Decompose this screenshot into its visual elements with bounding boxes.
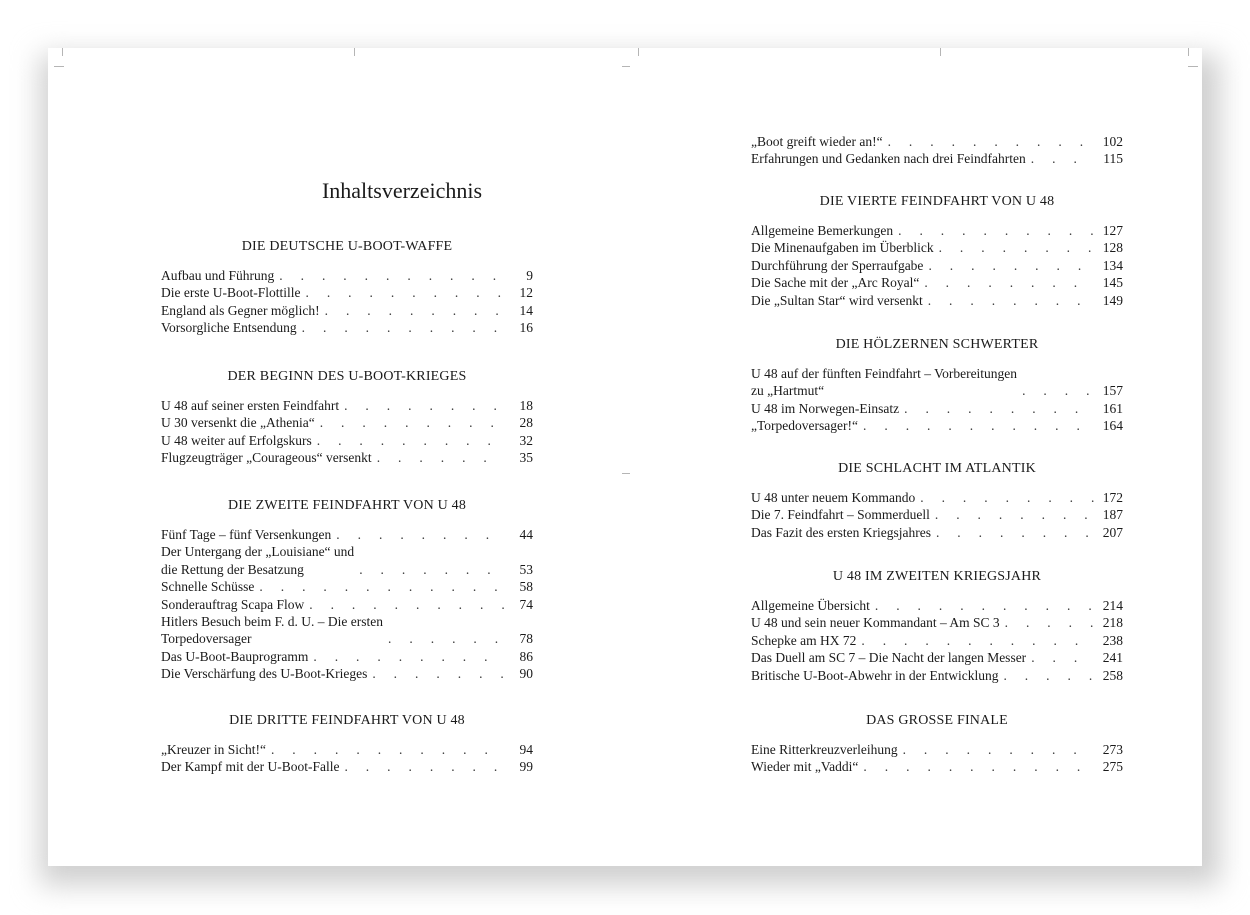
dot-leader: [1005, 614, 1095, 631]
toc-entry: [161, 302, 533, 319]
dot-leader: [388, 630, 505, 647]
entry-page: 273: [1102, 742, 1123, 757]
toc-section: [751, 460, 1123, 541]
entry-title: U 48 auf seiner ersten Feindfahrt: [161, 398, 340, 413]
entry-title: Erfahrungen und Gedanken nach drei Feindfahrten: [751, 151, 1026, 167]
entry-page: 94: [519, 742, 533, 757]
dot-leader: [377, 449, 505, 466]
dot-leader: [325, 302, 505, 319]
dot-leader: [1022, 382, 1095, 399]
entry-title: Das U-Boot-Bauprogramm: [161, 648, 309, 664]
toc-entry: [751, 758, 1123, 775]
entry-page: 102: [1102, 134, 1123, 149]
entry-page: 241: [1102, 650, 1123, 666]
toc-entry: [751, 632, 1123, 649]
toc-entry: [751, 292, 1123, 309]
section-heading: U 48 IM ZWEITEN KRIEGSJAHR: [832, 569, 1042, 584]
entry-page: 86: [519, 648, 533, 664]
section-heading: DIE DRITTE FEINDFAHRT VON U 48: [229, 713, 465, 728]
dot-leader: [935, 506, 1095, 523]
entry-title: Die 7. Feindfahrt – Sommerduell: [751, 507, 930, 523]
toc-entry: [751, 400, 1123, 417]
toc-entry: [751, 257, 1123, 274]
dot-leader: [1031, 649, 1095, 666]
toc-entry: [161, 526, 533, 543]
entry-page: 74: [519, 596, 533, 612]
dot-leader: [939, 239, 1095, 256]
entry-page: 115: [1103, 151, 1123, 167]
entry-page: 12: [519, 285, 533, 301]
entry-title: U 48 weiter auf Erfolgskurs: [161, 432, 312, 448]
entry-page: 99: [519, 759, 533, 775]
crop-mark: [354, 48, 355, 56]
entry-title: Die erste U-Boot-Flottille: [161, 285, 301, 301]
entry-page: 18: [519, 398, 533, 413]
entry-page: 128: [1102, 240, 1123, 256]
entry-page: 218: [1102, 615, 1123, 631]
book-spread: [48, 48, 1202, 866]
crop-mark: [1188, 48, 1189, 56]
entry-page: 9: [526, 268, 533, 283]
dot-leader: [928, 257, 1095, 274]
toc-entry: [751, 597, 1123, 614]
section-heading: DIE VIERTE FEINDFAHRT VON U 48: [819, 194, 1055, 209]
entry-page: 32: [519, 432, 533, 448]
dot-leader: [1031, 150, 1095, 167]
toc-entry: [751, 365, 1123, 400]
dot-leader: [920, 489, 1095, 506]
toc-section: [161, 712, 533, 776]
entry-page: 187: [1102, 507, 1123, 523]
toc-entry: [161, 414, 533, 431]
crop-mark: [62, 48, 63, 56]
entry-page: 238: [1102, 632, 1123, 648]
entry-page: 275: [1102, 759, 1123, 775]
toc-entry: [751, 489, 1123, 506]
section-heading: DIE DEUTSCHE U-BOOT-WAFFE: [241, 239, 453, 254]
toc-entry: [161, 543, 533, 578]
dot-leader: [309, 596, 505, 613]
entry-page: 214: [1102, 598, 1123, 613]
entry-title: U 48 unter neuem Kommando: [751, 490, 916, 505]
entry-title: Flugzeugträger „Courageous“ versenkt: [161, 450, 372, 466]
entry-title: Der Untergang der „Louisiane“ und: [161, 544, 355, 560]
entry-page: 90: [519, 666, 533, 682]
dot-leader: [863, 758, 1095, 775]
toc-section: [161, 497, 533, 683]
dot-leader: [344, 758, 505, 775]
dot-leader: [928, 292, 1095, 309]
toc-entry: [161, 319, 533, 336]
toc-entry: [161, 648, 533, 665]
section-heading: DIE ZWEITE FEINDFAHRT VON U 48: [227, 498, 467, 513]
entry-page: 164: [1102, 418, 1123, 434]
entry-title: U 48 im Norwegen-Einsatz: [751, 400, 900, 416]
toc-section: [751, 193, 1123, 309]
toc-section: [161, 238, 533, 337]
toc-entry: [751, 222, 1123, 239]
toc-entry: [751, 239, 1123, 256]
entry-title-continuation: zu „Hartmut“: [751, 383, 825, 399]
toc-entry: [161, 284, 533, 301]
toc-entry: [751, 667, 1123, 684]
entry-title: Vorsorgliche Entsendung: [161, 320, 297, 336]
entry-title: Das Duell am SC 7 – Die Nacht der langen Messer: [751, 650, 1027, 666]
entry-title: „Torpedoversager!“: [751, 418, 858, 434]
dot-leader: [875, 597, 1095, 614]
entry-page: 149: [1102, 292, 1123, 308]
entry-page: 78: [519, 631, 533, 647]
dot-leader: [898, 222, 1095, 239]
toc-entry: [751, 614, 1123, 631]
dot-leader: [863, 417, 1095, 434]
entry-page: 145: [1102, 275, 1123, 291]
entry-title: Wieder mit „Vaddi“: [751, 759, 859, 775]
dot-leader: [904, 400, 1095, 417]
toc-entry: [161, 449, 533, 466]
page-title: Inhaltsverzeichnis: [321, 178, 483, 203]
dot-leader: [279, 267, 505, 284]
toc-section: [751, 712, 1123, 776]
section-heading: DAS GROSSE FINALE: [866, 713, 1008, 728]
entry-title: Der Kampf mit der U-Boot-Falle: [161, 759, 340, 775]
entry-title: Allgemeine Bemerkungen: [751, 223, 894, 238]
toc-entry: [161, 613, 533, 648]
crop-mark: [622, 66, 630, 67]
entry-page: 161: [1102, 400, 1123, 416]
dot-leader: [924, 274, 1095, 291]
toc-entry: [751, 274, 1123, 291]
toc-entry: [161, 758, 533, 775]
toc-entry: [161, 665, 533, 682]
entry-title-continuation: die Rettung der Besatzung: [161, 561, 304, 577]
section-heading: DER BEGINN DES U-BOOT-KRIEGES: [227, 369, 467, 384]
dot-leader: [888, 133, 1095, 150]
crop-mark: [54, 66, 64, 67]
dot-leader: [903, 741, 1095, 758]
toc-section: [751, 336, 1123, 435]
entry-page: 58: [519, 579, 533, 595]
entry-title: Sonderauftrag Scapa Flow: [161, 596, 305, 612]
toc-entry: [161, 397, 533, 414]
toc-entry: [751, 506, 1123, 523]
entry-title: Britische U-Boot-Abwehr in der Entwicklung: [751, 667, 999, 683]
entry-page: 157: [1102, 383, 1123, 399]
entry-title: Schepke am HX 72: [751, 632, 857, 648]
dot-leader: [302, 319, 505, 336]
entry-title: „Kreuzer in Sicht!“: [161, 742, 266, 757]
dot-leader: [317, 432, 505, 449]
entry-title: Aufbau und Führung: [161, 268, 275, 283]
dot-leader: [305, 284, 505, 301]
entry-title: Fünf Tage – fünf Versenkungen: [161, 527, 332, 542]
entry-page: 16: [519, 320, 533, 336]
entry-title: Schnelle Schüsse: [161, 579, 255, 595]
toc-entry: [161, 596, 533, 613]
toc-section: [751, 568, 1123, 684]
crop-mark: [638, 48, 639, 56]
entry-page: 127: [1102, 223, 1123, 238]
toc-entry: [751, 133, 1123, 150]
toc-entry: [751, 741, 1123, 758]
entry-title: Das Fazit des ersten Kriegsjahres: [751, 524, 931, 540]
entry-title: Hitlers Besuch beim F. d. U. – Die ersten: [161, 614, 384, 630]
toc-entry: [751, 649, 1123, 666]
entry-page: 134: [1102, 257, 1123, 273]
section-heading: DIE HÖLZERNEN SCHWERTER: [835, 337, 1039, 352]
dot-leader: [259, 578, 505, 595]
entry-page: 207: [1102, 524, 1123, 540]
dot-leader: [344, 397, 505, 414]
toc-section: [751, 133, 1123, 168]
dot-leader: [359, 561, 505, 578]
dot-leader: [336, 526, 505, 543]
entry-title-continuation: Torpedoversager: [161, 631, 252, 647]
crop-mark: [622, 473, 630, 474]
entry-title: U 48 auf der fünften Feindfahrt – Vorbereitungen: [751, 366, 1018, 381]
entry-page: 172: [1102, 490, 1123, 505]
dot-leader: [936, 524, 1095, 541]
entry-page: 14: [519, 302, 533, 318]
entry-title: Die Sache mit der „Arc Royal“: [751, 275, 920, 291]
toc-section: [161, 368, 533, 467]
toc-entry: [751, 417, 1123, 434]
toc-entry: [161, 578, 533, 595]
entry-title: Die Verschärfung des U-Boot-Krieges: [161, 666, 368, 682]
entry-page: 28: [519, 415, 533, 431]
entry-title: Allgemeine Übersicht: [751, 598, 870, 613]
toc-entry: [161, 432, 533, 449]
toc-entry: [751, 150, 1123, 167]
entry-title: Die Minenaufgaben im Überblick: [751, 240, 934, 256]
toc-entry: [751, 524, 1123, 541]
section-heading: DIE SCHLACHT IM ATLANTIK: [838, 461, 1036, 476]
entry-title: Eine Ritterkreuzverleihung: [751, 742, 898, 757]
crop-mark: [1188, 66, 1198, 67]
entry-title: Die „Sultan Star“ wird versenkt: [751, 292, 923, 308]
entry-title: U 48 und sein neuer Kommandant – Am SC 3: [751, 615, 1000, 631]
entry-page: 258: [1102, 667, 1123, 683]
dot-leader: [1003, 667, 1095, 684]
dot-leader: [372, 665, 505, 682]
entry-title: England als Gegner möglich!: [161, 302, 320, 318]
toc-entry: [161, 741, 533, 758]
dot-leader: [861, 632, 1095, 649]
toc-entry: [161, 267, 533, 284]
entry-page: 44: [519, 527, 533, 542]
entry-title: „Boot greift wieder an!“: [751, 134, 883, 149]
crop-mark: [940, 48, 941, 56]
entry-page: 35: [519, 450, 533, 466]
dot-leader: [313, 648, 505, 665]
entry-title: U 30 versenkt die „Athenia“: [161, 415, 315, 431]
entry-title: Durchführung der Sperraufgabe: [751, 257, 924, 273]
entry-page: 53: [519, 561, 533, 577]
dot-leader: [320, 414, 505, 431]
dot-leader: [271, 741, 505, 758]
